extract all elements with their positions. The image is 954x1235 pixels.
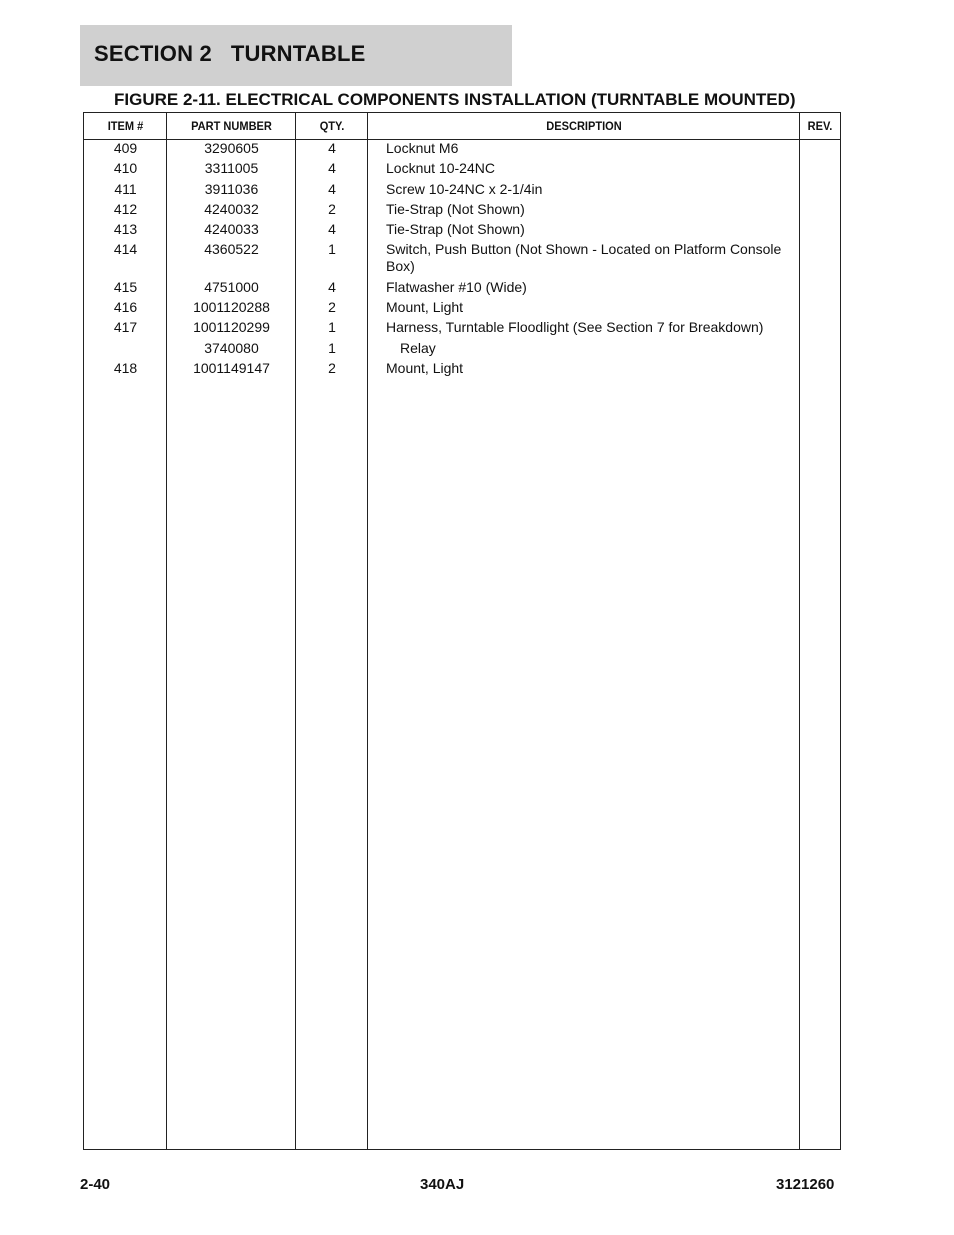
column-header-rev: REV.	[807, 119, 833, 133]
description: Tie-Strap (Not Shown)	[386, 221, 525, 238]
description: Tie-Strap (Not Shown)	[386, 200, 525, 217]
part-number: 3311005	[204, 160, 259, 177]
description: Relay	[400, 339, 436, 356]
parts-table	[83, 112, 841, 1150]
quantity: 4	[328, 160, 336, 177]
column-header-item: ITEM #	[107, 119, 144, 133]
item-number: 418	[113, 359, 138, 376]
table-row	[84, 241, 840, 278]
page-number: 2-40	[80, 1176, 111, 1193]
quantity: 4	[328, 221, 336, 238]
quantity: 4	[328, 180, 336, 197]
column-header-qty: QTY.	[319, 119, 345, 133]
description: Screw 10-24NC x 2-1/4in	[386, 180, 543, 197]
table-row	[84, 221, 840, 241]
quantity: 2	[328, 200, 336, 217]
table-row	[84, 340, 840, 360]
description: Locknut 10-24NC	[386, 160, 495, 177]
table-row	[84, 279, 840, 299]
item-number: 409	[113, 140, 138, 156]
table-row	[84, 140, 840, 160]
table-row	[84, 299, 840, 319]
quantity: 1	[328, 241, 336, 258]
item-number: 417	[113, 319, 138, 336]
description: Mount, Light	[386, 299, 464, 316]
part-number: 4751000	[204, 278, 259, 295]
column-header-part-number: PART NUMBER	[191, 119, 272, 133]
table-row	[84, 160, 840, 180]
item-number: 414	[113, 241, 138, 258]
part-number: 4360522	[204, 241, 259, 258]
section-title: SECTION 2 TURNTABLE	[94, 41, 366, 66]
item-number: 412	[113, 200, 138, 217]
item-number: 413	[113, 221, 138, 238]
item-number: 410	[113, 160, 138, 177]
quantity: 4	[328, 278, 336, 295]
item-number: 411	[114, 180, 137, 197]
table-row	[84, 181, 840, 201]
quantity: 1	[328, 319, 336, 336]
table-body	[84, 140, 840, 380]
column-header-description: DESCRIPTION	[546, 119, 622, 133]
description: Flatwasher #10 (Wide)	[386, 278, 527, 295]
description: Mount, Light	[386, 359, 464, 376]
table-header-row	[84, 113, 840, 140]
description: Harness, Turntable Floodlight (See Section 7 for Breakdown)	[386, 319, 764, 336]
description: Locknut M6	[386, 140, 459, 156]
description: Switch, Push Button (Not Shown - Located on Platform Console Box)	[386, 241, 782, 275]
part-number: 1001120288	[193, 299, 270, 316]
part-number: 1001149147	[193, 359, 270, 376]
table-row	[84, 319, 840, 339]
part-number: 3911036	[204, 180, 259, 197]
quantity: 1	[328, 339, 336, 356]
part-number: 4240032	[204, 200, 259, 217]
part-number: 1001120299	[193, 319, 270, 336]
quantity: 2	[328, 359, 336, 376]
table-row	[84, 360, 840, 380]
part-number: 3740080	[204, 339, 259, 356]
section-banner	[80, 25, 512, 86]
item-number: 415	[113, 278, 138, 295]
part-number: 4240033	[204, 221, 259, 238]
document-number: 3121260	[776, 1176, 835, 1193]
quantity: 4	[328, 140, 336, 156]
quantity: 2	[328, 299, 336, 316]
model-name: 340AJ	[420, 1176, 465, 1193]
figure-title: FIGURE 2-11. ELECTRICAL COMPONENTS INSTALLATION (TURNTABLE MOUNTED)	[114, 90, 796, 109]
part-number: 3290605	[204, 140, 259, 156]
item-number: 416	[113, 299, 138, 316]
table-row	[84, 201, 840, 221]
